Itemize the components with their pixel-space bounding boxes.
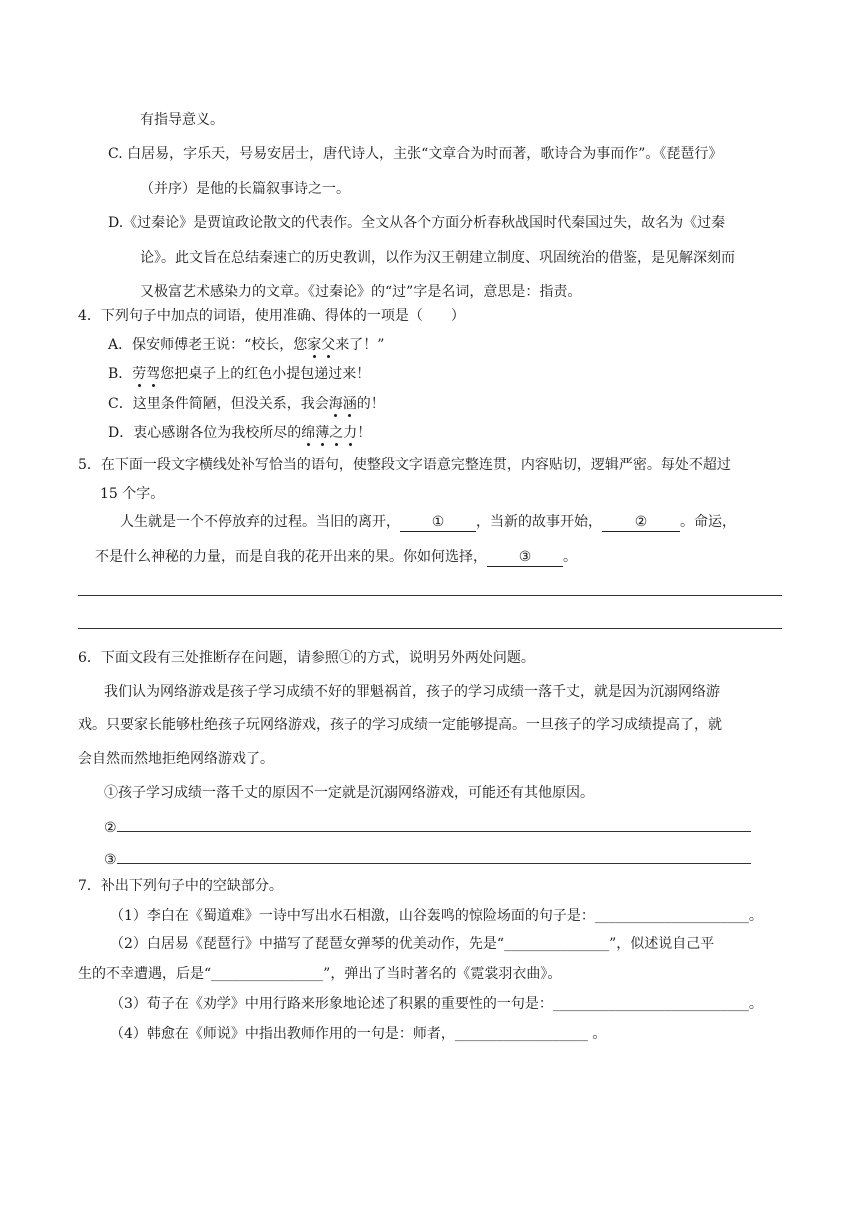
dotted-char: 力 [343, 425, 358, 441]
passage-text: ，当新的故事开始， [476, 514, 602, 530]
answer-line[interactable] [78, 628, 782, 629]
passage-text: 人生就是一个不停放弃的过程。当旧的离开， [120, 514, 400, 530]
question-4-option-c [108, 394, 385, 414]
question-6-passage: 会自然而然地拒绝网络游戏了。 [78, 751, 274, 767]
option-text: D．衷心感谢各位为我校所尽的 [108, 425, 302, 441]
option-text: 您把桌子上的红色小提包递过来！ [160, 366, 371, 382]
question-5-stem-cont: 15 个字。 [100, 486, 165, 502]
question-7-item-1: （1）李白在《蜀道难》一诗中写出水石相激，山谷轰鸣的惊险场面的句子是：______________________。 [110, 908, 763, 924]
blank-2[interactable]: ② [602, 513, 680, 532]
blank-1[interactable]: ① [400, 513, 476, 532]
question-5-passage-line [95, 547, 577, 567]
text-line: （并序）是他的长篇叙事诗之一。 [140, 181, 350, 197]
question-5-stem: 5．在下面一段文字横线处补写恰当的语句，使整段文字语意完整连贯，内容贴切，逻辑严密。每处不超过 [78, 457, 731, 473]
dotted-char: 涵 [342, 396, 357, 412]
dotted-char: 劳 [132, 366, 147, 382]
dotted-char: 之 [329, 425, 344, 441]
option-c-line: C. 白居易，字乐天，号易安居士，唐代诗人，主张“文章合为时而著，歌诗合为事而作”。《琵琶行》 [108, 146, 723, 162]
option-text: ！ [357, 425, 372, 441]
question-6-stem: 6．下面文段有三处推断存在问题，请参照①的方式，说明另外两处问题。 [78, 650, 535, 666]
passage-text: 。命运， [680, 514, 736, 530]
dotted-char: 父 [321, 337, 336, 353]
question-6-example-answer: ①孩子学习成绩一落千丈的原因不一定就是沉溺网络游戏，可能还有其他原因。 [104, 785, 594, 801]
option-text: 来了！” [335, 337, 385, 353]
dotted-char: 薄 [315, 425, 330, 441]
blank-3[interactable]: ③ [487, 548, 563, 567]
answer-line[interactable] [117, 817, 751, 832]
question-7-item-3: （3）荀子在《劝学》中用行路来形象地论述了积累的重要性的一句是：____________________________。 [110, 996, 763, 1012]
option-text: 的！ [356, 396, 385, 412]
answer-line[interactable] [78, 595, 782, 596]
option-text: B． [108, 366, 133, 382]
question-4-option-b [108, 364, 370, 384]
text-line: 又极富艺术感染力的文章。《过秦论》的“过”字是名词，意思是：指责。 [140, 284, 582, 300]
question-4-stem: 4．下列句子中加点的词语，使用准确、得体的一项是（ ） [78, 308, 465, 324]
question-4-option-d [108, 423, 371, 443]
question-7-item-2-cont: 生的不幸遭遇，后是“________________”，弹出了当时著名的《霓裳羽衣曲》。 [78, 966, 562, 982]
option-d-line: D.《过秦论》是贾谊政论散文的代表作。全文从各个方面分析春秋战国时代秦国过失，故名为《过秦 [108, 215, 726, 231]
question-7-stem: 7．补出下列句子中的空缺部分。 [78, 878, 283, 894]
dotted-char: 海 [328, 396, 343, 412]
option-text: C．这里条件简陋，但没关系，我会 [108, 396, 329, 412]
dotted-char: 绵 [301, 425, 316, 441]
passage-text: 不是什么神秘的力量，而是自我的花开出来的果。你如何选择， [95, 549, 487, 565]
question-4-option-a [108, 335, 384, 355]
question-6-answer-3 [104, 849, 751, 870]
question-5-passage-line [120, 512, 736, 532]
text-line: 论》。此文旨在总结秦速亡的历史教训，以作为汉王朝建立制度、巩固统治的借鉴，是见解深刻而 [140, 250, 735, 266]
question-7-item-4: （4）韩愈在《师说》中指出教师作用的一句是：师者，___________________ 。 [110, 1026, 607, 1042]
passage-text: 。 [563, 549, 577, 565]
question-6-passage: 我们认为网络游戏是孩子学习成绩不好的罪魁祸首，孩子的学习成绩一落千丈，就是因为沉溺网络游 [104, 684, 720, 700]
answer-marker: ③ [104, 852, 117, 868]
question-6-passage: 戏。只要家长能够杜绝孩子玩网络游戏，孩子的学习成绩一定能够提高。一旦孩子的学习成绩提高了，就 [78, 717, 722, 733]
question-6-answer-2 [104, 817, 751, 838]
text-line: 有指导意义。 [140, 112, 224, 128]
dotted-char: 家 [307, 337, 322, 353]
answer-line[interactable] [117, 849, 751, 864]
dotted-char: 驾 [146, 366, 161, 382]
option-text: A．保安师傅老王说：“校长，您 [108, 337, 308, 353]
question-7-item-2: （2）白居易《琵琶行》中描写了琵琶女弹琴的优美动作，先是“_______________”，似述说自己平 [110, 936, 715, 952]
answer-marker: ② [104, 820, 117, 836]
